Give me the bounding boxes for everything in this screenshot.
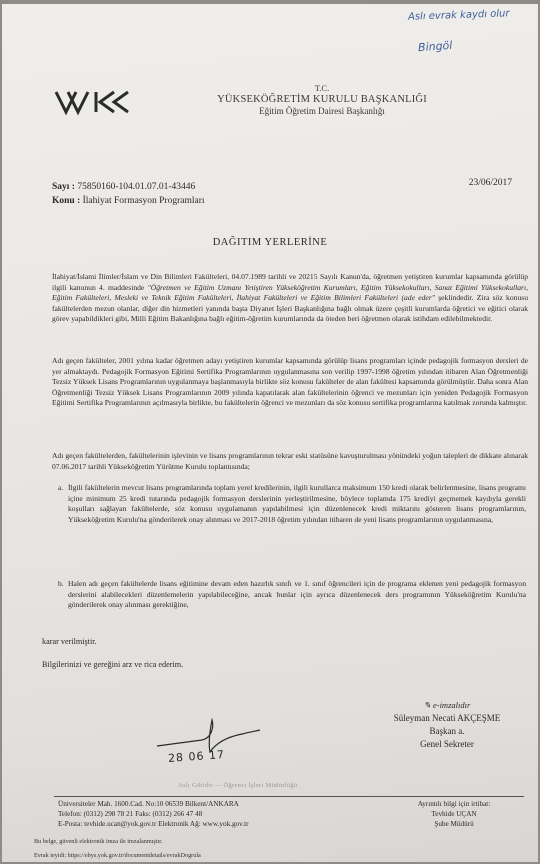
item-text: Halen adı geçen fakültelerde lisans eğitimine devam eden hazırlık sınıfı ve 1. sınıf öğrencileri için de programa eklenen yeni pedagojik formasyon derslerini alabilecekleri düzenlemelerin yapılabileceğine, ancak bunlar için ayrıca düzenlenecek ders programının Yükseköğretim Kurulu'na gönderilerek onay alınması gerektiğine,: [68, 579, 526, 609]
paragraph-3: Adı geçen fakültelerden, fakültelerinin işlevinin ve lisans programlarının tekrar eski statüsüne kavuşturulması yönündeki yoğun talepleri de dikkate alınarak 07.06.2017 tarihli Yükseköğretim Yürütme Kurulu toplantısında;: [52, 451, 528, 471]
handwritten-note: Aslı evrak kaydı olur: [408, 8, 511, 23]
decision-item-b: [52, 579, 526, 611]
paragraph-1-quote: "Öğretmen ve Eğitim Uzmanı Yetiştiren Yükseköğretim Kurumları, Eğitim Yüksekokulları, Sanat Eğitimi Yüksekokulları, Eğitim Fakülteleri, Mesleki ve Teknik Eğitim Fakülteleri, İlahiyat Fakülteleri ve Eğitim Bilimleri Fakülteleri (ade eder": [52, 282, 528, 302]
contact-title: Şube Müdürü: [434, 820, 474, 828]
document-page: [2, 4, 538, 862]
footer-phone: Telefon: (0312) 298 78 21 Faks: (0312) 266 47 48: [58, 810, 203, 818]
e-signature-note: Bu belge, güvenli elektronik imza ile imzalanmıştır.: [34, 838, 163, 845]
footer-divider: [54, 796, 524, 797]
document-meta: [52, 180, 205, 208]
konu-label: Konu :: [52, 196, 81, 206]
footer-contact-block: [394, 799, 514, 829]
sayi-label: Sayı :: [52, 182, 75, 192]
item-marker: b.: [58, 579, 64, 588]
verification-link[interactable]: Evrak teyidi: https://ebys.yok.gov.tr/documentdetails/evrakDogrula: [34, 852, 201, 859]
item-marker: a.: [58, 483, 64, 492]
closing-decision: karar verilmiştir.: [42, 637, 97, 646]
e-sign-icon: ✎: [423, 700, 431, 710]
signatory-name: Süleyman Necati AKÇEŞME: [393, 713, 501, 723]
decision-item-a: [52, 483, 526, 525]
signature-block: [372, 699, 522, 751]
handwritten-city: Bingöl: [417, 38, 453, 55]
paragraph-1-text-end: şeklindedir. Zira söz konusu fakültelerden mezun olanlar, diğer din hizmetleri yanında başta Diyanet İşleri Başkanlığına bağlı olmak üzere çeşitli kurumlarda öğretici ve eğitici olarak görev yapabildikleri gibi, Milli Eğitim Bakanlığına bağlı eğitim-öğretim kurumlarında da öteden beri öğretmen olarak istihdam edilebilmektedir.: [52, 293, 528, 323]
institution-header: [202, 84, 442, 116]
signatory-title-2: Genel Sekreter: [420, 739, 474, 749]
e-signature-label: ✎ e-imzalıdır: [423, 700, 471, 710]
footer-address: Üniversiteler Mah. 1600.Cad. No:10 06539 Bilkent/ANKARA: [58, 800, 239, 808]
yok-logo-icon: [54, 88, 134, 116]
signatory-title-1: Başkan a.: [429, 726, 465, 736]
paragraph-2: Adı geçen fakülteler, 2001 yılına kadar öğretmen adayı yetiştiren kurumlar kapsamında görülüp lisans programları içinde pedagojik formasyon dersleri de yer almaktaydı. Pedagojik Formasyon Eğitimi Sertifika Programlarının uygulanmasına son verilip 1997-1998 öğretim yılından itibaren Alan Öğretmenliği Tezsiz Yüksek Lisans Programlarının uygulanmaya başlanmasıyla birlikte söz konusu fakülteler de alan fakültesi kapsamında görülmüştür. Daha sonra Alan Öğretmenliği Tezsiz Yüksek Lisans Programlarının 2009 yılında kapatılarak alan fakültelerinin öğrenci ve mezunları için yeniden Pedagojik Formasyon Eğitimi Sertifika Programlarının açılmasıyla birlikte, bu fakültelerin öğrenci ve mezunları da söz konusu sertifika programlarına katılmak zorunda kalmıştır.: [52, 356, 528, 407]
faint-stamp-text: Aslı Gibidir — Öğrenci İşleri Müdürlüğü: [178, 782, 298, 789]
konu-value: İlahiyat Formasyon Programları: [82, 196, 205, 206]
footer-email: E-Posta: tevhide.ucan@yok.gov.tr Elektronik Ağ: www.yok.gov.tr: [58, 820, 249, 828]
contact-label: Ayrıntılı bilgi için irtibat:: [417, 800, 491, 808]
institution-name: YÜKSEKÖĞRETİM KURULU BAŞKANLIĞI: [217, 93, 427, 105]
footer-address-block: [58, 799, 248, 829]
paragraph-1-text: İlahiyat/İslami İlimler/İslam ve Din Bilimleri Fakülteleri, 04.07.1989 tarihli ve 20215 Sayılı Kanun'da, öğretmen yetiştiren kurumlar kapsamında görülüp ilgili kanunun 4. maddesinde: [52, 272, 528, 292]
department-name: Eğitim Öğretim Dairesi Başkanlığı: [259, 105, 385, 116]
item-text: İlgili fakültelerin mevcut lisans programlarında toplam yerel kredilerinin, ilgili kurullarca maksimum 150 kredi olarak belirlenmesine, lisans programı içine minimum 25 kredi tutarında pedagojik formasyon derslerinin yerleştirilmesine, böylece toplamda 175 krediyi geçmemek kaydıyla gerekli koşulları sağlayan fakültelerde, söz konusu uygulamanın yapılabilmesi için düzenlenecek kredi miktarını gösteren lisans programlarının, Yükseköğretim Kurulu'na gönderilerek onay alınması ve 2017-2018 öğretim yılından itibaren de yeni lisans programlarının uygulanmasına,: [68, 483, 526, 524]
document-title: DAĞITIM YERLERİNE: [212, 237, 328, 248]
document-date: 23/06/2017: [468, 178, 512, 188]
paragraph-1: [52, 272, 528, 325]
contact-name: Tevhide UÇAN: [431, 810, 477, 818]
stamp-date: 28 06 17: [167, 748, 226, 765]
tc-label: T.C.: [314, 83, 330, 93]
sayi-value: 75850160-104.01.07.01-43446: [77, 182, 196, 192]
closing-request: Bilgilerinizi ve gereğini arz ve rica ederim.: [42, 660, 184, 669]
